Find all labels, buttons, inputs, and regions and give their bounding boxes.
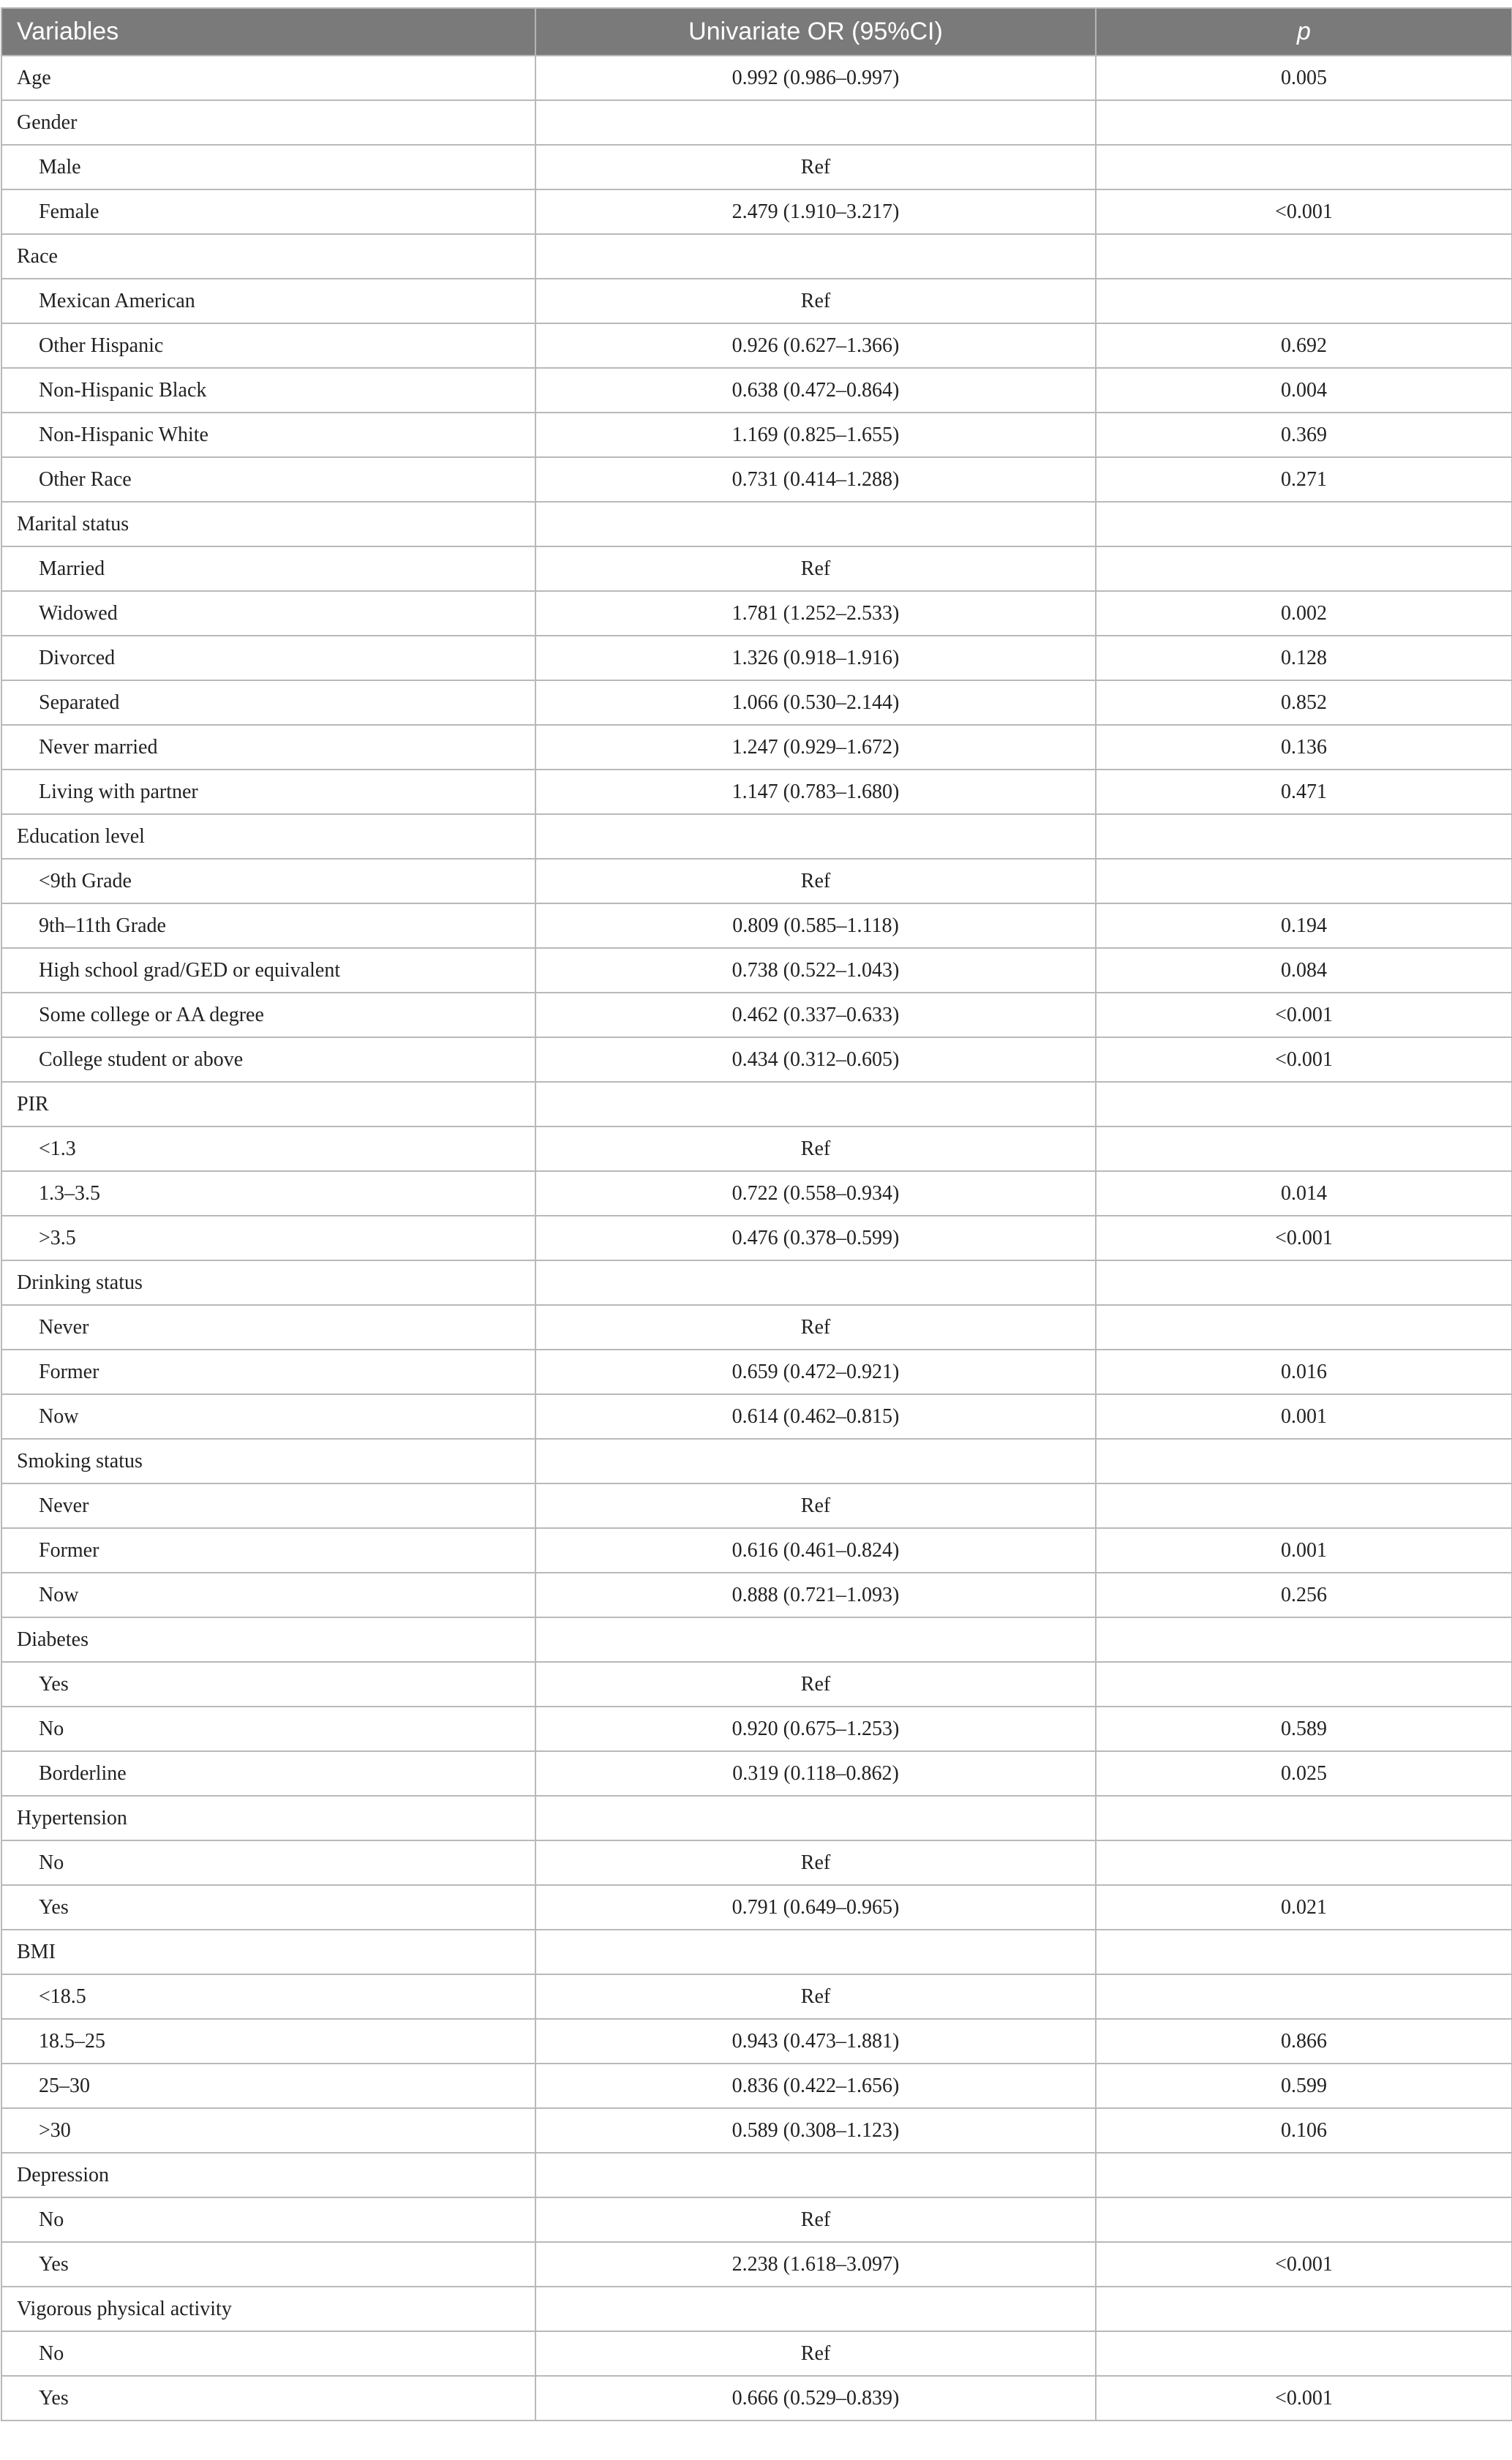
table-row: [1, 2019, 1512, 2064]
p-value-cell: 0.692: [1096, 323, 1512, 368]
odds-ratio-cell: [535, 1617, 1096, 1662]
variable-label: Divorced: [1, 636, 535, 680]
variable-label: <1.3: [1, 1126, 535, 1171]
odds-ratio-cell: Ref: [535, 859, 1096, 903]
header-variables: Variables: [1, 8, 535, 56]
odds-ratio-cell: Ref: [535, 546, 1096, 591]
odds-ratio-cell: 1.147 (0.783–1.680): [535, 770, 1096, 814]
p-value-cell: [1096, 234, 1512, 279]
table-row: [1, 1528, 1512, 1573]
variable-label: 25–30: [1, 2064, 535, 2108]
p-value-cell: 0.589: [1096, 1707, 1512, 1751]
group-header-row: [1, 814, 1512, 859]
p-value-cell: 0.005: [1096, 56, 1512, 100]
header-row: [1, 8, 1512, 56]
p-value-cell: 0.599: [1096, 2064, 1512, 2108]
variable-label: <18.5: [1, 1974, 535, 2019]
odds-ratio-cell: [535, 1796, 1096, 1840]
table-row: [1, 2331, 1512, 2376]
p-value-cell: [1096, 2153, 1512, 2197]
p-value-cell: 0.128: [1096, 636, 1512, 680]
odds-ratio-cell: Ref: [535, 1305, 1096, 1350]
variable-label: Now: [1, 1394, 535, 1439]
table-row: [1, 1974, 1512, 2019]
p-value-cell: [1096, 1930, 1512, 1974]
variable-label: BMI: [1, 1930, 535, 1974]
table-row: [1, 2064, 1512, 2108]
variable-label: College student or above: [1, 1037, 535, 1082]
group-header-row: [1, 100, 1512, 145]
group-header-row: [1, 1796, 1512, 1840]
variable-label: Former: [1, 1350, 535, 1394]
variable-label: Hypertension: [1, 1796, 535, 1840]
odds-ratio-cell: 1.066 (0.530–2.144): [535, 680, 1096, 725]
odds-ratio-cell: 0.434 (0.312–0.605): [535, 1037, 1096, 1082]
variable-label: High school grad/GED or equivalent: [1, 948, 535, 993]
p-value-cell: 0.271: [1096, 457, 1512, 502]
p-value-cell: 0.866: [1096, 2019, 1512, 2064]
p-value-cell: 0.001: [1096, 1394, 1512, 1439]
table-row: [1, 1707, 1512, 1751]
odds-ratio-cell: 1.326 (0.918–1.916): [535, 636, 1096, 680]
p-value-cell: [1096, 502, 1512, 546]
p-value-cell: 0.084: [1096, 948, 1512, 993]
variable-label: Depression: [1, 2153, 535, 2197]
p-value-cell: <0.001: [1096, 189, 1512, 234]
group-header-row: [1, 502, 1512, 546]
table-row: [1, 279, 1512, 323]
p-value-cell: 0.852: [1096, 680, 1512, 725]
table-row: [1, 770, 1512, 814]
odds-ratio-cell: Ref: [535, 1662, 1096, 1707]
variable-label: 9th–11th Grade: [1, 903, 535, 948]
variable-label: >3.5: [1, 1216, 535, 1260]
variable-label: Drinking status: [1, 1260, 535, 1305]
variable-label: Widowed: [1, 591, 535, 636]
p-value-cell: [1096, 1126, 1512, 1171]
table-row: [1, 680, 1512, 725]
odds-ratio-cell: [535, 1082, 1096, 1126]
header-p-value: p: [1096, 8, 1512, 56]
p-value-cell: [1096, 1305, 1512, 1350]
variable-label: Separated: [1, 680, 535, 725]
p-value-cell: <0.001: [1096, 2242, 1512, 2287]
odds-ratio-cell: 0.836 (0.422–1.656): [535, 2064, 1096, 2108]
p-value-cell: [1096, 1974, 1512, 2019]
odds-ratio-cell: [535, 1260, 1096, 1305]
p-value-cell: [1096, 145, 1512, 189]
odds-ratio-cell: [535, 2153, 1096, 2197]
p-value-cell: [1096, 814, 1512, 859]
odds-ratio-cell: [535, 1930, 1096, 1974]
table-row: [1, 1662, 1512, 1707]
p-value-cell: 0.194: [1096, 903, 1512, 948]
group-header-row: [1, 1260, 1512, 1305]
variable-label: Former: [1, 1528, 535, 1573]
variable-label: Education level: [1, 814, 535, 859]
variable-label: Mexican American: [1, 279, 535, 323]
table-row: [1, 1350, 1512, 1394]
table-row: [1, 546, 1512, 591]
table-row: [1, 948, 1512, 993]
group-header-row: [1, 1439, 1512, 1483]
odds-ratio-cell: 0.589 (0.308–1.123): [535, 2108, 1096, 2153]
table-row: [1, 1751, 1512, 1796]
odds-ratio-cell: 2.238 (1.618–3.097): [535, 2242, 1096, 2287]
table-row: [1, 591, 1512, 636]
odds-ratio-cell: 0.926 (0.627–1.366): [535, 323, 1096, 368]
odds-ratio-cell: [535, 234, 1096, 279]
p-value-cell: [1096, 1260, 1512, 1305]
variable-label: Smoking status: [1, 1439, 535, 1483]
variable-label: Living with partner: [1, 770, 535, 814]
p-value-cell: [1096, 1796, 1512, 1840]
table-row: [1, 903, 1512, 948]
odds-ratio-cell: [535, 1439, 1096, 1483]
variable-label: No: [1, 2197, 535, 2242]
p-value-cell: 0.016: [1096, 1350, 1512, 1394]
odds-ratio-cell: 0.476 (0.378–0.599): [535, 1216, 1096, 1260]
odds-ratio-cell: 0.943 (0.473–1.881): [535, 2019, 1096, 2064]
odds-ratio-cell: Ref: [535, 145, 1096, 189]
variable-label: Other Race: [1, 457, 535, 502]
p-value-cell: 0.256: [1096, 1573, 1512, 1617]
p-value-cell: <0.001: [1096, 1037, 1512, 1082]
table-row: [1, 1840, 1512, 1885]
variable-label: Other Hispanic: [1, 323, 535, 368]
variable-label: 18.5–25: [1, 2019, 535, 2064]
p-value-cell: 0.106: [1096, 2108, 1512, 2153]
variable-label: PIR: [1, 1082, 535, 1126]
table-row: [1, 1216, 1512, 1260]
odds-ratio-cell: [535, 100, 1096, 145]
variable-label: Yes: [1, 1885, 535, 1930]
p-value-cell: 0.025: [1096, 1751, 1512, 1796]
odds-ratio-cell: 0.616 (0.461–0.824): [535, 1528, 1096, 1573]
table-row: [1, 1305, 1512, 1350]
table-row: [1, 1037, 1512, 1082]
p-value-cell: [1096, 100, 1512, 145]
table-row: [1, 189, 1512, 234]
odds-ratio-cell: Ref: [535, 1126, 1096, 1171]
variable-label: Never: [1, 1483, 535, 1528]
odds-ratio-cell: 0.888 (0.721–1.093): [535, 1573, 1096, 1617]
p-value-cell: [1096, 859, 1512, 903]
odds-ratio-cell: 1.781 (1.252–2.533): [535, 591, 1096, 636]
table-row: [1, 1483, 1512, 1528]
odds-ratio-cell: Ref: [535, 1483, 1096, 1528]
p-value-cell: [1096, 2287, 1512, 2331]
variable-label: Race: [1, 234, 535, 279]
table-row: [1, 368, 1512, 413]
odds-ratio-cell: [535, 502, 1096, 546]
odds-ratio-cell: 0.722 (0.558–0.934): [535, 1171, 1096, 1216]
p-value-cell: [1096, 546, 1512, 591]
header-univariate-or: Univariate OR (95%CI): [535, 8, 1096, 56]
odds-ratio-cell: 0.791 (0.649–0.965): [535, 1885, 1096, 1930]
odds-ratio-cell: Ref: [535, 1974, 1096, 2019]
variable-label: Never: [1, 1305, 535, 1350]
variable-label: Married: [1, 546, 535, 591]
p-value-cell: 0.014: [1096, 1171, 1512, 1216]
table-row: [1, 2242, 1512, 2287]
group-header-row: [1, 1617, 1512, 1662]
group-header-row: [1, 2153, 1512, 2197]
odds-ratio-cell: 1.247 (0.929–1.672): [535, 725, 1096, 770]
variable-label: Some college or AA degree: [1, 993, 535, 1037]
group-header-row: [1, 2287, 1512, 2331]
p-value-cell: 0.471: [1096, 770, 1512, 814]
p-value-cell: [1096, 1082, 1512, 1126]
univariate-or-table: [1, 7, 1512, 2421]
odds-ratio-cell: 0.920 (0.675–1.253): [535, 1707, 1096, 1751]
p-value-cell: [1096, 279, 1512, 323]
p-value-cell: <0.001: [1096, 993, 1512, 1037]
variable-label: >30: [1, 2108, 535, 2153]
table-header: [1, 8, 1512, 56]
variable-label: Non-Hispanic White: [1, 413, 535, 457]
p-value-cell: [1096, 1662, 1512, 1707]
table-row: [1, 56, 1512, 100]
p-value-cell: 0.002: [1096, 591, 1512, 636]
odds-ratio-cell: 1.169 (0.825–1.655): [535, 413, 1096, 457]
table-row: [1, 636, 1512, 680]
table-row: [1, 725, 1512, 770]
p-value-cell: [1096, 1483, 1512, 1528]
variable-label: Yes: [1, 1662, 535, 1707]
variable-label: Female: [1, 189, 535, 234]
variable-label: Diabetes: [1, 1617, 535, 1662]
table-row: [1, 2108, 1512, 2153]
variable-label: Never married: [1, 725, 535, 770]
variable-label: Yes: [1, 2376, 535, 2420]
table-row: [1, 1885, 1512, 1930]
variable-label: Borderline: [1, 1751, 535, 1796]
odds-ratio-cell: 0.731 (0.414–1.288): [535, 457, 1096, 502]
table-row: [1, 1126, 1512, 1171]
p-value-cell: [1096, 2331, 1512, 2376]
p-value-cell: 0.004: [1096, 368, 1512, 413]
odds-ratio-cell: 0.638 (0.472–0.864): [535, 368, 1096, 413]
odds-ratio-cell: 0.666 (0.529–0.839): [535, 2376, 1096, 2420]
odds-ratio-cell: Ref: [535, 1840, 1096, 1885]
odds-ratio-cell: Ref: [535, 2331, 1096, 2376]
odds-ratio-cell: 2.479 (1.910–3.217): [535, 189, 1096, 234]
odds-ratio-cell: Ref: [535, 2197, 1096, 2242]
variable-label: Now: [1, 1573, 535, 1617]
variable-label: 1.3–3.5: [1, 1171, 535, 1216]
p-value-cell: [1096, 1840, 1512, 1885]
table-row: [1, 1394, 1512, 1439]
p-value-cell: <0.001: [1096, 2376, 1512, 2420]
table-row: [1, 413, 1512, 457]
p-value-cell: [1096, 1439, 1512, 1483]
variable-label: Marital status: [1, 502, 535, 546]
table-row: [1, 145, 1512, 189]
table-row: [1, 1171, 1512, 1216]
odds-ratio-cell: 0.738 (0.522–1.043): [535, 948, 1096, 993]
variable-label: Male: [1, 145, 535, 189]
odds-ratio-cell: 0.614 (0.462–0.815): [535, 1394, 1096, 1439]
odds-ratio-cell: 0.992 (0.986–0.997): [535, 56, 1096, 100]
table-row: [1, 457, 1512, 502]
variable-label: No: [1, 2331, 535, 2376]
group-header-row: [1, 234, 1512, 279]
odds-ratio-cell: Ref: [535, 279, 1096, 323]
p-value-cell: [1096, 1617, 1512, 1662]
odds-ratio-cell: [535, 814, 1096, 859]
variable-label: Non-Hispanic Black: [1, 368, 535, 413]
table-row: [1, 2376, 1512, 2420]
odds-ratio-cell: 0.319 (0.118–0.862): [535, 1751, 1096, 1796]
group-header-row: [1, 1930, 1512, 1974]
variable-label: Yes: [1, 2242, 535, 2287]
variable-label: <9th Grade: [1, 859, 535, 903]
p-value-cell: 0.001: [1096, 1528, 1512, 1573]
p-value-cell: 0.369: [1096, 413, 1512, 457]
table-row: [1, 323, 1512, 368]
group-header-row: [1, 1082, 1512, 1126]
table-row: [1, 993, 1512, 1037]
p-value-cell: <0.001: [1096, 1216, 1512, 1260]
variable-label: Gender: [1, 100, 535, 145]
odds-ratio-cell: 0.659 (0.472–0.921): [535, 1350, 1096, 1394]
variable-label: Age: [1, 56, 535, 100]
p-value-cell: 0.021: [1096, 1885, 1512, 1930]
p-value-cell: [1096, 2197, 1512, 2242]
odds-ratio-cell: 0.462 (0.337–0.633): [535, 993, 1096, 1037]
variable-label: No: [1, 1840, 535, 1885]
table-body: [1, 56, 1512, 2420]
odds-ratio-cell: 0.809 (0.585–1.118): [535, 903, 1096, 948]
table-row: [1, 859, 1512, 903]
variable-label: No: [1, 1707, 535, 1751]
odds-ratio-cell: [535, 2287, 1096, 2331]
table-row: [1, 1573, 1512, 1617]
table-row: [1, 2197, 1512, 2242]
p-value-cell: 0.136: [1096, 725, 1512, 770]
variable-label: Vigorous physical activity: [1, 2287, 535, 2331]
